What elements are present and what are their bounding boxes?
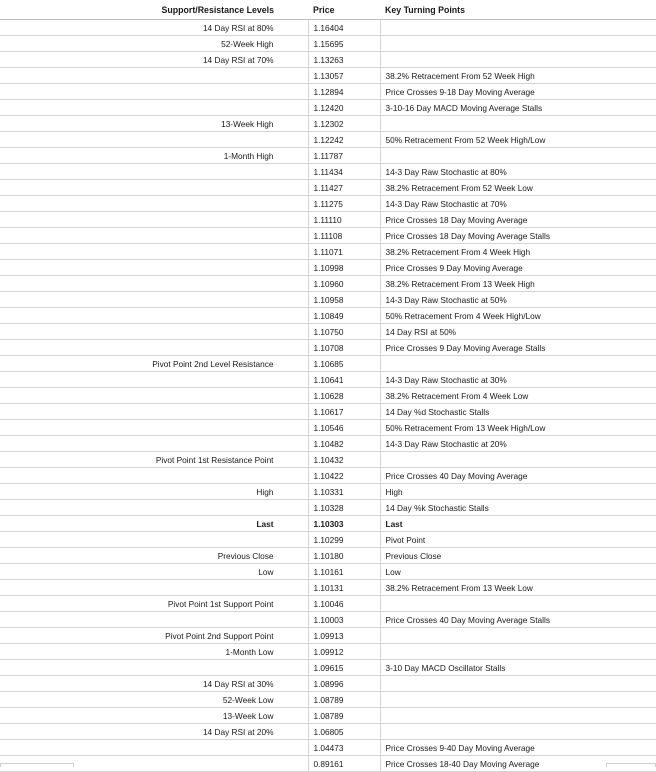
level-cell: 14 Day RSI at 80%	[0, 20, 308, 36]
turning-point-cell	[380, 36, 656, 52]
level-cell: High	[0, 484, 308, 500]
level-cell: 13-Week High	[0, 116, 308, 132]
level-cell: 14 Day RSI at 20%	[0, 724, 308, 740]
level-cell	[0, 532, 308, 548]
level-cell: 13-Week Low	[0, 708, 308, 724]
turning-point-cell	[380, 644, 656, 660]
turning-point-cell: Price Crosses 40 Day Moving Average	[380, 468, 656, 484]
price-cell: 1.10331	[308, 484, 380, 500]
price-cell: 1.10328	[308, 500, 380, 516]
turning-point-cell: Last	[380, 516, 656, 532]
table-row	[0, 500, 656, 516]
level-cell	[0, 580, 308, 596]
price-cell: 1.11787	[308, 148, 380, 164]
turning-point-cell	[380, 724, 656, 740]
level-cell	[0, 196, 308, 212]
level-cell: 52-Week Low	[0, 692, 308, 708]
price-cell: 1.10161	[308, 564, 380, 580]
price-cell: 1.10131	[308, 580, 380, 596]
price-cell: 1.12242	[308, 132, 380, 148]
price-cell: 1.10685	[308, 356, 380, 372]
price-cell: 1.10422	[308, 468, 380, 484]
level-cell: Pivot Point 1st Resistance Point	[0, 452, 308, 468]
table-row	[0, 164, 656, 180]
turning-point-cell: 14-3 Day Raw Stochastic at 50%	[380, 292, 656, 308]
level-cell	[0, 164, 308, 180]
footer-segment-left	[0, 763, 74, 767]
price-cell: 1.10482	[308, 436, 380, 452]
turning-point-cell	[380, 692, 656, 708]
turning-point-cell: 3-10-16 Day MACD Moving Average Stalls	[380, 100, 656, 116]
turning-point-cell: Price Crosses 9-18 Day Moving Average	[380, 84, 656, 100]
table-row	[0, 452, 656, 468]
level-cell	[0, 420, 308, 436]
turning-point-cell	[380, 20, 656, 36]
table-row	[0, 388, 656, 404]
table-row	[0, 132, 656, 148]
level-cell	[0, 372, 308, 388]
price-cell: 1.10003	[308, 612, 380, 628]
table-row	[0, 260, 656, 276]
level-cell	[0, 68, 308, 84]
table-row	[0, 660, 656, 676]
level-cell	[0, 308, 308, 324]
turning-point-cell: 38.2% Retracement From 4 Week Low	[380, 388, 656, 404]
table-row	[0, 84, 656, 100]
table-row	[0, 628, 656, 644]
footer-segment-right	[606, 763, 656, 767]
table-row	[0, 340, 656, 356]
level-cell	[0, 260, 308, 276]
turning-point-cell: 50% Retracement From 52 Week High/Low	[380, 132, 656, 148]
price-cell: 1.11275	[308, 196, 380, 212]
price-cell: 1.09913	[308, 628, 380, 644]
header-turning-points: Key Turning Points	[380, 0, 656, 20]
level-cell	[0, 324, 308, 340]
turning-point-cell	[380, 628, 656, 644]
price-cell: 1.04473	[308, 740, 380, 756]
table-row	[0, 180, 656, 196]
table-row	[0, 468, 656, 484]
table-row	[0, 420, 656, 436]
price-cell: 1.11110	[308, 212, 380, 228]
turning-point-cell: 14 Day RSI at 50%	[380, 324, 656, 340]
price-cell: 1.09912	[308, 644, 380, 660]
level-cell	[0, 660, 308, 676]
turning-point-cell: 14-3 Day Raw Stochastic at 20%	[380, 436, 656, 452]
price-cell: 1.09615	[308, 660, 380, 676]
level-cell: Pivot Point 2nd Support Point	[0, 628, 308, 644]
price-cell: 1.10958	[308, 292, 380, 308]
level-cell: 1-Month High	[0, 148, 308, 164]
level-cell: 52-Week High	[0, 36, 308, 52]
level-cell: 14 Day RSI at 30%	[0, 676, 308, 692]
price-cell: 1.13263	[308, 52, 380, 68]
level-cell	[0, 740, 308, 756]
price-cell: 1.10750	[308, 324, 380, 340]
table-row	[0, 52, 656, 68]
table-row	[0, 580, 656, 596]
price-cell: 1.11434	[308, 164, 380, 180]
price-cell: 1.11427	[308, 180, 380, 196]
turning-point-cell: 50% Retracement From 13 Week High/Low	[380, 420, 656, 436]
turning-point-cell: 14-3 Day Raw Stochastic at 30%	[380, 372, 656, 388]
level-cell	[0, 132, 308, 148]
price-cell: 1.10998	[308, 260, 380, 276]
turning-point-cell: Price Crosses 40 Day Moving Average Stalls	[380, 612, 656, 628]
turning-point-cell	[380, 52, 656, 68]
table-row	[0, 228, 656, 244]
table-row	[0, 404, 656, 420]
price-cell: 1.15695	[308, 36, 380, 52]
header-price: Price	[308, 0, 380, 20]
price-cell: 1.10617	[308, 404, 380, 420]
price-cell: 1.12302	[308, 116, 380, 132]
level-cell	[0, 244, 308, 260]
table-row	[0, 532, 656, 548]
level-cell: 1-Month Low	[0, 644, 308, 660]
turning-point-cell: Price Crosses 9-40 Day Moving Average	[380, 740, 656, 756]
level-cell	[0, 612, 308, 628]
turning-point-cell: 14-3 Day Raw Stochastic at 70%	[380, 196, 656, 212]
level-cell	[0, 180, 308, 196]
level-cell: Pivot Point 2nd Level Resistance	[0, 356, 308, 372]
level-cell: Last	[0, 516, 308, 532]
turning-point-cell: 38.2% Retracement From 4 Week High	[380, 244, 656, 260]
table-row	[0, 212, 656, 228]
level-cell	[0, 436, 308, 452]
turning-point-cell: 38.2% Retracement From 52 Week High	[380, 68, 656, 84]
price-cell: 1.16404	[308, 20, 380, 36]
table-row	[0, 564, 656, 580]
table-row	[0, 724, 656, 740]
turning-point-cell: 14 Day %d Stochastic Stalls	[380, 404, 656, 420]
turning-point-cell	[380, 452, 656, 468]
turning-point-cell: Price Crosses 9 Day Moving Average	[380, 260, 656, 276]
table-row	[0, 692, 656, 708]
level-cell	[0, 340, 308, 356]
level-cell: Low	[0, 564, 308, 580]
header-levels: Support/Resistance Levels	[0, 0, 308, 20]
level-cell: Previous Close	[0, 548, 308, 564]
table-row	[0, 516, 656, 532]
price-cell: 1.10641	[308, 372, 380, 388]
turning-point-cell: High	[380, 484, 656, 500]
turning-point-cell	[380, 116, 656, 132]
price-cell: 1.10849	[308, 308, 380, 324]
footer-strip	[0, 762, 656, 767]
turning-point-cell: Pivot Point	[380, 532, 656, 548]
table-row	[0, 116, 656, 132]
price-cell: 1.06805	[308, 724, 380, 740]
price-cell: 1.08789	[308, 692, 380, 708]
price-cell: 1.10546	[308, 420, 380, 436]
turning-point-cell: Price Crosses 18 Day Moving Average	[380, 212, 656, 228]
level-cell	[0, 276, 308, 292]
level-cell	[0, 100, 308, 116]
turning-point-cell	[380, 596, 656, 612]
table-row	[0, 292, 656, 308]
price-cell: 1.13057	[308, 68, 380, 84]
price-cell: 1.08789	[308, 708, 380, 724]
turning-point-cell: Price Crosses 18 Day Moving Average Stalls	[380, 228, 656, 244]
turning-point-cell	[380, 676, 656, 692]
table-row	[0, 308, 656, 324]
turning-point-cell: Price Crosses 9 Day Moving Average Stalls	[380, 340, 656, 356]
turning-point-cell: 14-3 Day Raw Stochastic at 80%	[380, 164, 656, 180]
level-cell	[0, 388, 308, 404]
turning-point-cell: 3-10 Day MACD Oscillator Stalls	[380, 660, 656, 676]
price-cell: 1.11108	[308, 228, 380, 244]
price-cell: 1.08996	[308, 676, 380, 692]
price-cell: 1.10708	[308, 340, 380, 356]
table-row	[0, 244, 656, 260]
level-cell	[0, 228, 308, 244]
table-row	[0, 548, 656, 564]
table-row	[0, 436, 656, 452]
level-cell	[0, 468, 308, 484]
price-cell: 0.89161	[308, 756, 380, 772]
turning-point-cell	[380, 148, 656, 164]
level-cell	[0, 212, 308, 228]
table-row	[0, 100, 656, 116]
turning-point-cell: 14 Day %k Stochastic Stalls	[380, 500, 656, 516]
price-cell: 1.10180	[308, 548, 380, 564]
table-row	[0, 196, 656, 212]
turning-point-cell: 50% Retracement From 4 Week High/Low	[380, 308, 656, 324]
turning-point-cell: 38.2% Retracement From 13 Week Low	[380, 580, 656, 596]
level-cell	[0, 500, 308, 516]
level-cell: Pivot Point 1st Support Point	[0, 596, 308, 612]
price-cell: 1.10960	[308, 276, 380, 292]
turning-point-cell: 38.2% Retracement From 13 Week High	[380, 276, 656, 292]
table-row	[0, 148, 656, 164]
turning-point-cell	[380, 708, 656, 724]
table-row	[0, 20, 656, 36]
table-row	[0, 708, 656, 724]
level-cell	[0, 292, 308, 308]
turning-point-cell: Low	[380, 564, 656, 580]
table-header-row	[0, 0, 656, 20]
price-cell: 1.11071	[308, 244, 380, 260]
price-cell: 1.12420	[308, 100, 380, 116]
table-row	[0, 324, 656, 340]
table-row	[0, 644, 656, 660]
table-row	[0, 596, 656, 612]
price-cell: 1.10628	[308, 388, 380, 404]
price-cell: 1.10046	[308, 596, 380, 612]
table-row	[0, 612, 656, 628]
table-row	[0, 484, 656, 500]
table-row	[0, 276, 656, 292]
turning-point-cell: Price Crosses 18-40 Day Moving Average	[380, 756, 656, 772]
table-body	[0, 20, 656, 772]
price-cell: 1.10299	[308, 532, 380, 548]
price-cell: 1.10432	[308, 452, 380, 468]
table-row	[0, 740, 656, 756]
table-row	[0, 372, 656, 388]
turning-point-cell: 38.2% Retracement From 52 Week Low	[380, 180, 656, 196]
price-cell: 1.10303	[308, 516, 380, 532]
table-row	[0, 68, 656, 84]
level-cell	[0, 404, 308, 420]
level-cell: 14 Day RSI at 70%	[0, 52, 308, 68]
table-row	[0, 36, 656, 52]
price-cell: 1.12894	[308, 84, 380, 100]
table-row	[0, 676, 656, 692]
turning-point-cell	[380, 356, 656, 372]
table-row	[0, 356, 656, 372]
turning-point-cell: Previous Close	[380, 548, 656, 564]
level-cell	[0, 84, 308, 100]
